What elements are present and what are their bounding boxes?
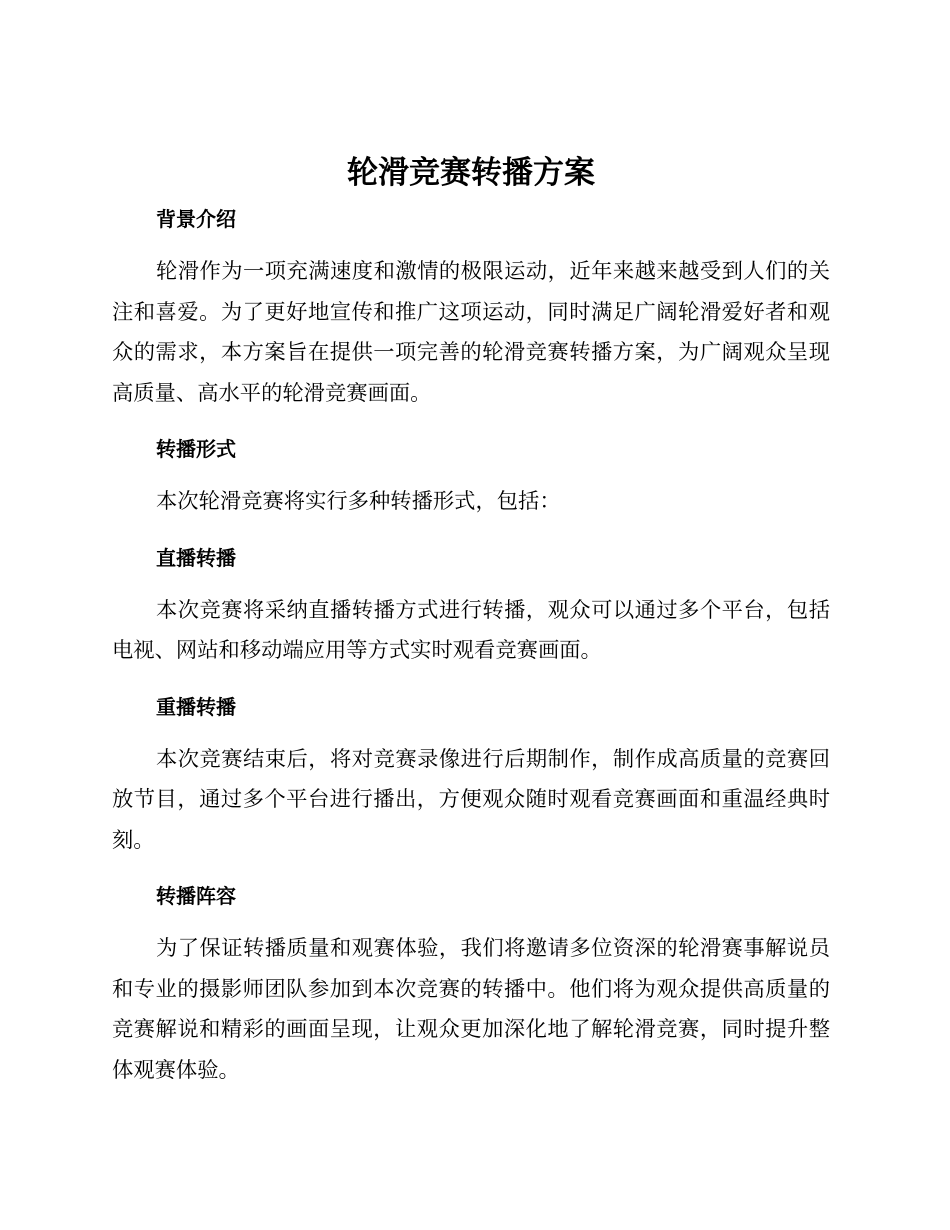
section-replay-broadcast bbox=[112, 692, 830, 862]
section-heading: 重播转播 bbox=[156, 694, 236, 719]
section-heading: 背景介绍 bbox=[156, 207, 236, 231]
document-page bbox=[112, 150, 830, 1091]
section-heading: 转播形式 bbox=[156, 437, 236, 461]
document-title: 轮滑竞赛转播方案 bbox=[347, 155, 595, 191]
section-heading: 直播转播 bbox=[156, 545, 236, 570]
section-paragraph: 为了保证转播质量和观赛体验，我们将邀请多位资深的轮滑赛事解说员和专业的摄影师团队参加到本次竞赛的转播中。他们将为观众提供高质量的竞赛解说和精彩的画面呈现，让观众更加深化地了解轮滑竞赛，同时提升整体观赛体验。 bbox=[112, 936, 830, 1083]
section-background bbox=[112, 204, 830, 414]
section-broadcast-form bbox=[112, 434, 830, 523]
section-paragraph: 本次竞赛将采纳直播转播方式进行转播，观众可以通过多个平台，包括电视、网站和移动端应用等方式实时观看竞赛画面。 bbox=[112, 597, 830, 663]
section-live-broadcast bbox=[112, 543, 830, 672]
section-broadcast-team bbox=[112, 881, 830, 1091]
section-paragraph: 本次轮滑竞赛将实行多种转播形式，包括： bbox=[156, 489, 561, 514]
section-paragraph: 轮滑作为一项充满速度和激情的极限运动，近年来越来越受到人们的关注和喜爱。为了更好地宣传和推广这项运动，同时满足广阔轮滑爱好者和观众的需求，本方案旨在提供一项完善的轮滑竞赛转播方案，为广阔观众呈现高质量、高水平的轮滑竞赛画面。 bbox=[112, 259, 830, 406]
section-paragraph: 本次竞赛结束后，将对竞赛录像进行后期制作，制作成高质量的竞赛回放节目，通过多个平台进行播出，方便观众随时观看竞赛画面和重温经典时刻。 bbox=[112, 746, 830, 853]
section-heading: 转播阵容 bbox=[156, 884, 236, 908]
